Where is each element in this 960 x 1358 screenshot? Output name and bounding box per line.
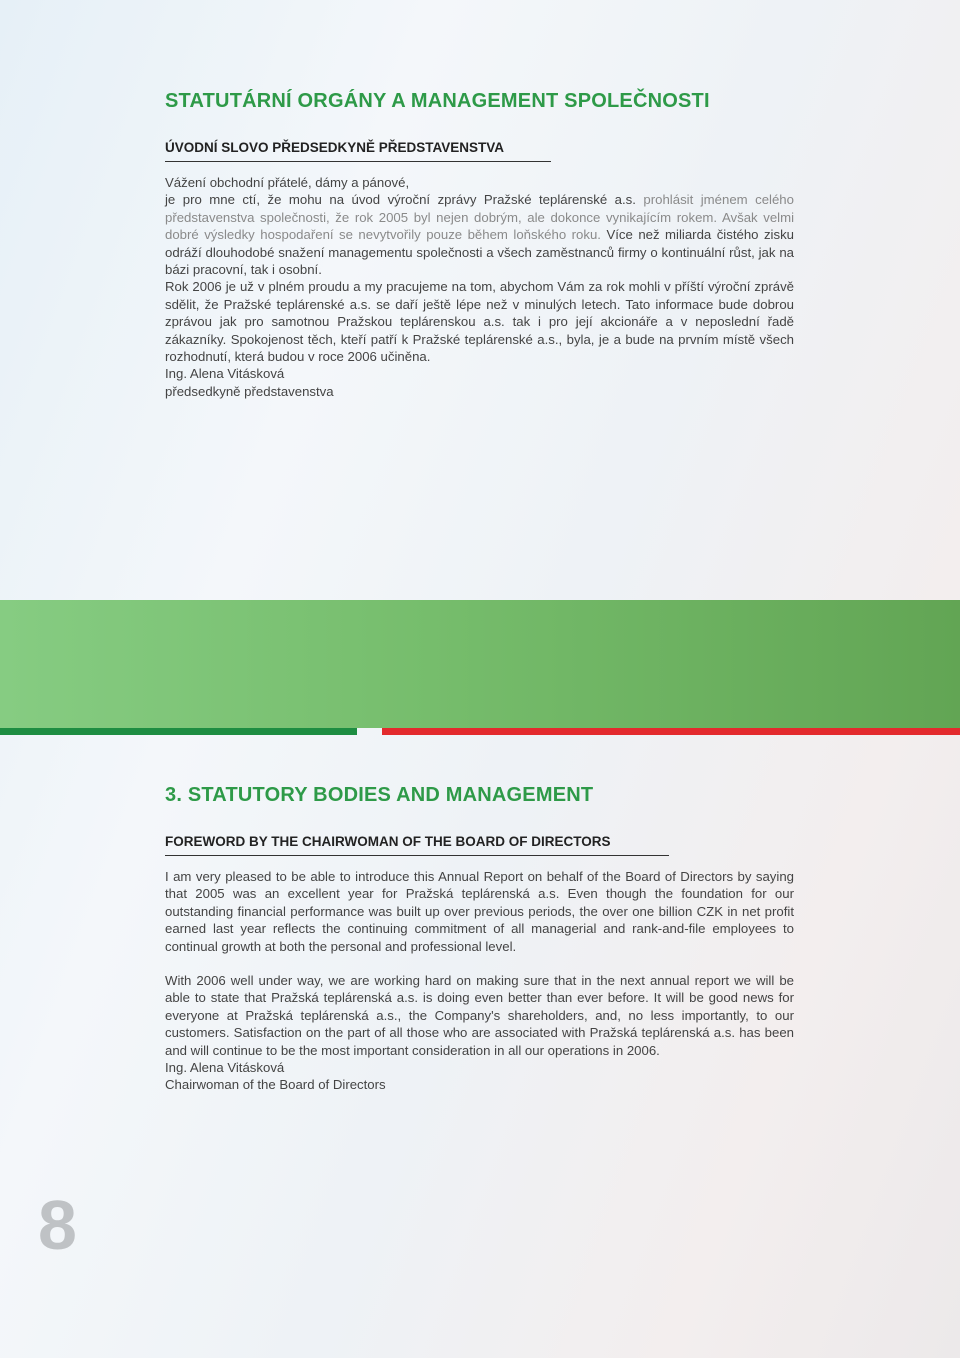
en-body: [165, 868, 794, 1094]
en-paragraph-1: I am very pleased to be able to introduce this Annual Report on behalf of the Board of Directors by saying that 2005 was an excellent year for Pražská teplárenská a.s. Even though the foundation for our outstanding financial performance was built up over previous periods, the over one billion CZK in net profit earned last year reflects the continuing commitment of all managerial and rank-and-file employees to continual growth at both the personal and professional level.: [165, 869, 794, 954]
cz-greeting: Vážení obchodní přátelé, dámy a pánové,: [165, 175, 410, 190]
cz-p1-rest: Více než miliarda čistého zisku odráží dlouhodobé snažení managementu společnosti a všech zaměstnanců firmy o kontinuální růst, jak na bázi pracovní, tak i osobní.: [165, 227, 795, 278]
red-stripe: [382, 728, 960, 735]
cz-p1-normal: je pro mne ctí, že mohu na úvod výroční zprávy Pražské teplárenské a.s.: [165, 192, 636, 208]
cz-body: [165, 174, 794, 400]
en-subtitle: FOREWORD BY THE CHAIRWOMAN OF THE BOARD OF DIRECTORS: [165, 834, 669, 856]
cz-p1-grey: prohlásit jménem celého představenstva společnosti, že rok 2005 byl nejen dobrým, ale dokonce vynikajícím rokem. Avšak velmi dobré výsledky hospodaření se nevytvořily pouze během loňského roku.: [165, 192, 794, 243]
cz-section-title: STATUTÁRNÍ ORGÁNY A MANAGEMENT SPOLEČNOSTI: [165, 90, 710, 112]
cz-paragraph-2: Rok 2006 je už v plném proudu a my pracujeme na tom, abychom Vám za rok mohli v příští výroční zprávě sdělit, že Pražské teplárenské a.s. se daří ještě lépe než v minulých letech. Tato informace bude dobrou zprávou jak pro samotnou Pražskou teplárenskou a.s. tak i pro její akcionáře a v neposlední řadě zákazníky. Spokojenost těch, kteří patří k Pražské teplárenské a.s., byla, je a bude na prvním místě všech rozhodnutí, která budou v roce 2006 učiněna.: [165, 279, 794, 365]
cz-paragraph-1: [165, 191, 794, 278]
page-number: 8: [38, 1186, 77, 1264]
green-banner: [0, 600, 960, 728]
en-signature-role: Chairwoman of the Board of Directors: [165, 1077, 386, 1093]
en-section-title: 3. STATUTORY BODIES AND MANAGEMENT: [165, 784, 594, 806]
en-signature-name: Ing. Alena Vitásková: [165, 1060, 285, 1076]
cz-signature-role: předsedkyně představenstva: [165, 383, 334, 399]
paragraph-gap: [165, 955, 794, 972]
cz-signature-name: Ing. Alena Vitásková: [165, 366, 285, 382]
cz-subtitle: ÚVODNÍ SLOVO PŘEDSEDKYNĚ PŘEDSTAVENSTVA: [165, 140, 551, 162]
en-paragraph-2: With 2006 well under way, we are working hard on making sure that in the next annual report we will be able to state that Pražská teplárenská a.s. is doing even better than ever before. It will be good news for everyone at Pražská teplárenská a.s., the Company's shareholders, and, no less importantly, to our customers. Satisfaction on the part of all those who are associated with Pražská teplárenská a.s. has been and will continue to be the most important consideration in all our operations in 2006.: [165, 973, 794, 1058]
green-stripe: [0, 728, 357, 735]
